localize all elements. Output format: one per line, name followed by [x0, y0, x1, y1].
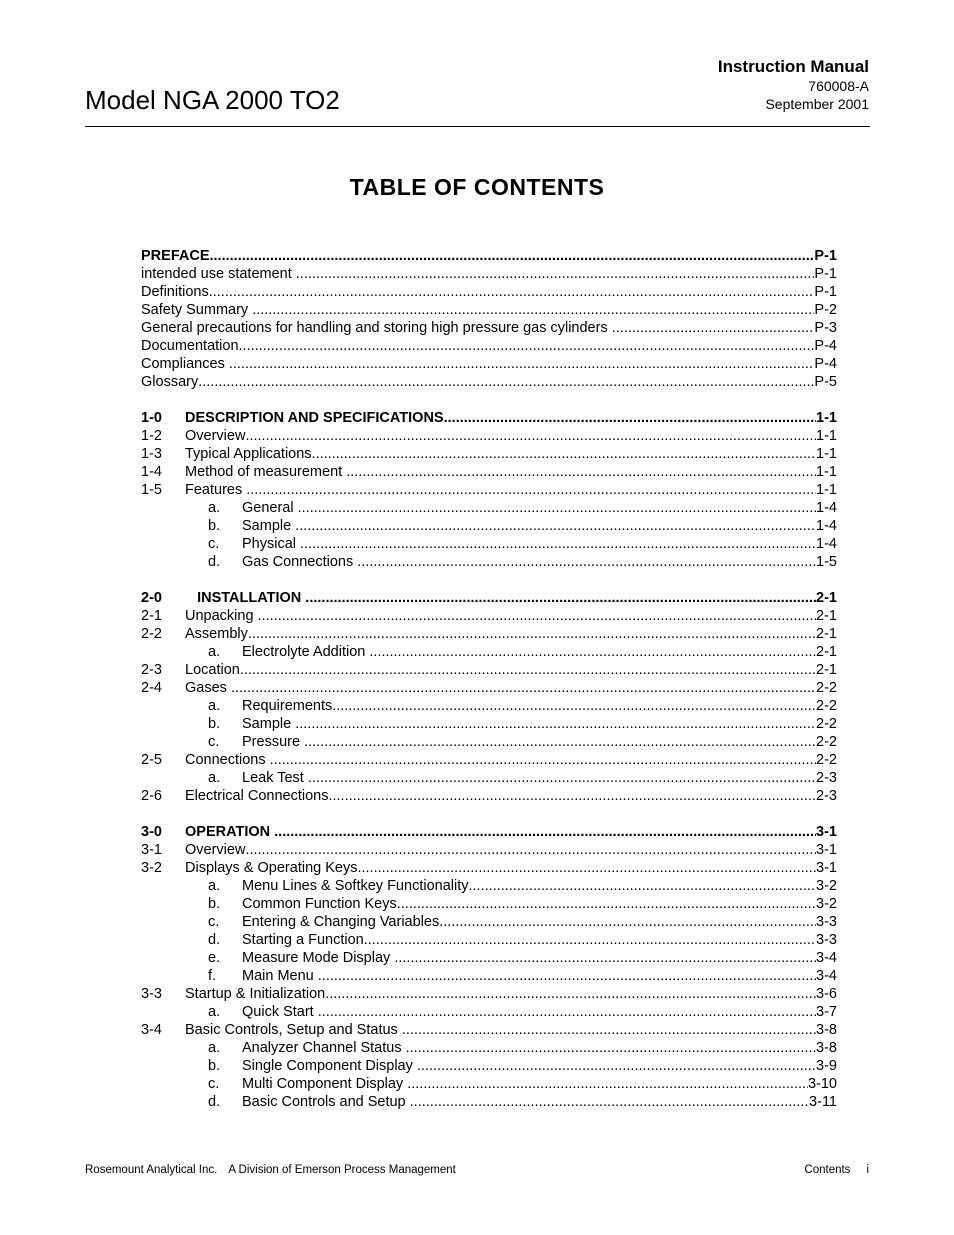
toc-entry-title: Entering & Changing Variables [242, 914, 440, 930]
toc-subsection-letter: c. [208, 1076, 220, 1092]
toc-page-number: P-1 [814, 248, 837, 264]
toc-subsection-letter: c. [208, 734, 220, 750]
toc-entry-title: Displays & Operating Keys [185, 860, 358, 876]
toc-page-number: 1-4 [816, 518, 837, 534]
toc-entry-title: Main Menu [242, 968, 318, 984]
toc-entry[interactable] [141, 715, 837, 733]
toc-page-number: P-4 [814, 338, 837, 354]
toc-dot-leader [258, 607, 816, 625]
toc-entry[interactable] [141, 967, 837, 985]
toc-page-number: 2-2 [816, 698, 837, 714]
header-divider [85, 126, 870, 127]
toc-subsection-letter: a. [208, 500, 221, 516]
toc-page-number: 2-1 [816, 626, 837, 642]
toc-dot-leader [325, 985, 816, 1003]
toc-dot-leader [305, 589, 816, 607]
toc-dot-leader [239, 337, 815, 355]
toc-entry[interactable] [141, 337, 837, 355]
toc-page-number: 3-8 [816, 1040, 837, 1056]
toc-entry-title: Starting a Function [242, 932, 364, 948]
toc-entry[interactable] [141, 607, 837, 625]
toc-page-number: 1-1 [816, 428, 837, 444]
toc-page-number: 3-3 [816, 932, 837, 948]
footer-division: A Division of Emerson Process Management [228, 1164, 456, 1176]
toc-section-number: 2-6 [141, 788, 162, 804]
toc-dot-leader [245, 427, 816, 445]
toc-dot-leader [364, 931, 816, 949]
toc-entry[interactable] [141, 1075, 837, 1093]
toc-dot-leader [328, 787, 816, 805]
toc-entry[interactable] [141, 427, 837, 445]
toc-page-number: 1-5 [816, 554, 837, 570]
toc-page-number: P-1 [814, 284, 837, 300]
toc-entry-title: Electrical Connections [185, 788, 329, 804]
toc-dot-leader [406, 1039, 816, 1057]
toc-entry[interactable] [141, 499, 837, 517]
toc-entry-title: Basic Controls, Setup and Status [185, 1022, 402, 1038]
toc-entry[interactable] [141, 913, 837, 931]
toc-entry-title: DESCRIPTION AND SPECIFICATIONS [185, 410, 444, 426]
toc-dot-leader [209, 283, 815, 301]
toc-page-number: 1-1 [816, 464, 837, 480]
toc-section-number: 1-0 [141, 410, 162, 426]
toc-page-number: 2-3 [816, 788, 837, 804]
toc-entry[interactable] [141, 697, 837, 715]
toc-dot-leader [402, 1021, 816, 1039]
toc-dot-leader [298, 499, 816, 517]
toc-page-number: 3-9 [816, 1058, 837, 1074]
toc-entry-title: Unpacking [185, 608, 258, 624]
toc-entry[interactable] [141, 535, 837, 553]
toc-entry[interactable] [141, 247, 837, 265]
toc-page-number: 1-1 [816, 410, 837, 426]
toc-page-number: 1-4 [816, 500, 837, 516]
toc-entry[interactable] [141, 877, 837, 895]
toc-section-number: 3-1 [141, 842, 162, 858]
toc-page-number: 3-10 [807, 1076, 837, 1092]
toc-entry[interactable] [141, 553, 837, 571]
toc-dot-leader [252, 301, 814, 319]
toc-entry-title: intended use statement [141, 266, 296, 282]
toc-subsection-letter: a. [208, 878, 221, 894]
toc-entry[interactable] [141, 823, 837, 841]
toc-page-number: 3-8 [816, 1022, 837, 1038]
toc-dot-leader [394, 949, 816, 967]
toc-page-number: 3-1 [816, 860, 837, 876]
toc-dot-leader [346, 463, 816, 481]
page-title: TABLE OF CONTENTS [349, 174, 605, 200]
footer-left [85, 1164, 456, 1176]
toc-entry-title: Gas Connections [242, 554, 358, 570]
toc-entry[interactable] [141, 265, 837, 283]
footer-page-number: i [866, 1164, 869, 1176]
toc-section-number: 3-2 [141, 860, 162, 876]
toc-dot-leader [468, 877, 816, 895]
toc-page-number: 2-2 [816, 752, 837, 768]
toc-entry-title: Glossary [141, 374, 199, 390]
toc-subsection-letter: d. [208, 554, 221, 570]
toc-entry[interactable] [141, 751, 837, 769]
toc-subsection-letter: d. [208, 1094, 221, 1110]
toc-page-number: 1-1 [816, 482, 837, 498]
toc-entry-title: Location [185, 662, 240, 678]
toc-page-number: P-3 [814, 320, 837, 336]
toc-dot-leader [296, 265, 815, 283]
toc-page-number: P-4 [814, 356, 837, 372]
toc-entry[interactable] [141, 895, 837, 913]
toc-page-number: P-5 [814, 374, 837, 390]
toc-subsection-letter: a. [208, 698, 221, 714]
toc-entry[interactable] [141, 1057, 837, 1075]
toc-entry-title: Documentation [141, 338, 239, 354]
toc-entry[interactable] [141, 463, 837, 481]
toc-entry[interactable] [141, 1021, 837, 1039]
toc-entry-title: Multi Component Display [242, 1076, 408, 1092]
toc-entry[interactable] [141, 1093, 837, 1111]
toc-entry[interactable] [141, 1003, 837, 1021]
toc-entry[interactable] [141, 859, 837, 877]
toc-dot-leader [240, 661, 816, 679]
toc-entry[interactable] [141, 589, 837, 607]
toc-section-number: 2-4 [141, 680, 162, 696]
toc-section-number: 2-3 [141, 662, 162, 678]
toc-section-number: 1-5 [141, 482, 162, 498]
toc-page-number: 3-7 [816, 1004, 837, 1020]
toc-page-number: 3-1 [816, 824, 837, 840]
toc-subsection-letter: b. [208, 716, 221, 732]
toc-dot-leader [295, 715, 816, 733]
toc-page-number: P-1 [814, 266, 837, 282]
toc-dot-leader [210, 247, 815, 265]
toc-section-number: 3-4 [141, 1022, 162, 1038]
toc-dot-leader [270, 751, 816, 769]
toc-entry-title: Quick Start [242, 1004, 318, 1020]
toc-dot-leader [612, 319, 815, 337]
toc-entry-title: Compliances [141, 356, 229, 372]
toc-subsection-letter: a. [208, 770, 221, 786]
toc-entry-title: Requirements [242, 698, 333, 714]
toc-dot-leader [407, 1075, 808, 1093]
toc-entry-title: Overview [185, 842, 246, 858]
toc-entry[interactable] [141, 355, 837, 373]
toc-dot-leader [304, 733, 816, 751]
toc-dot-leader [231, 679, 816, 697]
toc-dot-leader [369, 643, 816, 661]
toc-entry-title: Electrolyte Addition [242, 644, 370, 660]
toc-entry-title: Assembly [185, 626, 248, 642]
toc-entry[interactable] [141, 679, 837, 697]
toc-page-number: 2-1 [816, 608, 837, 624]
toc-entry[interactable] [141, 661, 837, 679]
toc-dot-leader [229, 355, 815, 373]
toc-entry[interactable] [141, 373, 837, 391]
footer-section: Contents [804, 1164, 851, 1176]
toc-section-number: 2-0 [141, 590, 162, 606]
toc-section-number: 2-2 [141, 626, 162, 642]
toc-subsection-letter: a. [208, 644, 221, 660]
toc-entry-title: Connections [185, 752, 270, 768]
toc-entry-title: INSTALLATION [185, 590, 306, 606]
toc-page-number: 2-3 [816, 770, 837, 786]
toc-entry-title: Startup & Initialization [185, 986, 326, 1002]
toc-dot-leader [300, 535, 816, 553]
toc-page-number: 3-4 [816, 950, 837, 966]
toc-page-number: 1-4 [816, 536, 837, 552]
toc-page-number: 3-1 [816, 842, 837, 858]
toc-entry-title: Menu Lines & Softkey Functionality [242, 878, 469, 894]
toc-page-number: 2-1 [816, 590, 837, 606]
toc-dot-leader [295, 517, 816, 535]
toc-entry-title: Measure Mode Display [242, 950, 395, 966]
toc-page-number: 2-2 [816, 716, 837, 732]
toc-subsection-letter: f. [208, 968, 217, 984]
toc-dot-leader [439, 913, 816, 931]
toc-subsection-letter: a. [208, 1040, 221, 1056]
document-header [718, 57, 869, 113]
toc-dot-leader [444, 409, 816, 427]
toc-subsection-letter: c. [208, 536, 220, 552]
toc-entry-title: Leak Test [242, 770, 308, 786]
toc-page-number: 3-11 [809, 1094, 837, 1110]
toc-dot-leader [318, 1003, 816, 1021]
toc-entry-title: Physical [242, 536, 301, 552]
table-of-contents [141, 247, 837, 1111]
toc-page-number: 2-2 [816, 734, 837, 750]
toc-entry-title: PREFACE [141, 248, 210, 264]
toc-page-number: 2-1 [816, 662, 837, 678]
toc-section-number: 3-0 [141, 824, 162, 840]
toc-dot-leader [357, 859, 816, 877]
toc-dot-leader [198, 373, 814, 391]
toc-entry-title: Sample [242, 716, 296, 732]
toc-entry[interactable] [141, 643, 837, 661]
toc-entry-title: Typical Applications [185, 446, 312, 462]
toc-dot-leader [312, 445, 816, 463]
toc-entry[interactable] [141, 733, 837, 751]
toc-entry-title: Definitions [141, 284, 209, 300]
toc-entry-title: Single Component Display [242, 1058, 417, 1074]
toc-entry[interactable] [141, 301, 837, 319]
toc-entry-title: Method of measurement [185, 464, 347, 480]
toc-section-number: 1-3 [141, 446, 162, 462]
toc-entry[interactable] [141, 319, 837, 337]
toc-entry-title: Sample [242, 518, 296, 534]
document-number: 760008-A [808, 78, 869, 94]
toc-entry-title: OPERATION [185, 824, 275, 840]
toc-dot-leader [245, 841, 816, 859]
toc-subsection-letter: a. [208, 1004, 221, 1020]
toc-entry[interactable] [141, 517, 837, 535]
toc-dot-leader [357, 553, 816, 571]
toc-entry[interactable] [141, 481, 837, 499]
toc-page-number: 3-2 [816, 896, 837, 912]
toc-subsection-letter: b. [208, 896, 221, 912]
toc-entry[interactable] [141, 949, 837, 967]
toc-subsection-letter: d. [208, 932, 221, 948]
toc-entry[interactable] [141, 1039, 837, 1057]
toc-entry-title: Analyzer Channel Status [242, 1040, 406, 1056]
toc-entry[interactable] [141, 841, 837, 859]
toc-entry-title: General [242, 500, 298, 516]
manual-label: Instruction Manual [717, 57, 869, 76]
toc-page-number: 3-3 [816, 914, 837, 930]
document-date: September 2001 [765, 96, 869, 112]
toc-dot-leader [246, 481, 816, 499]
toc-dot-leader [417, 1057, 816, 1075]
toc-page-number: 3-2 [816, 878, 837, 894]
toc-dot-leader [397, 895, 816, 913]
toc-dot-leader [308, 769, 816, 787]
toc-entry[interactable] [141, 445, 837, 463]
toc-entry[interactable] [141, 283, 837, 301]
toc-dot-leader [410, 1093, 809, 1111]
toc-subsection-letter: b. [208, 1058, 221, 1074]
toc-entry[interactable] [141, 409, 837, 427]
toc-page-number: 1-1 [816, 446, 837, 462]
toc-dot-leader [274, 823, 816, 841]
toc-entry[interactable] [141, 787, 837, 805]
footer-right [804, 1164, 869, 1176]
toc-section-number: 2-5 [141, 752, 162, 768]
toc-page-number: 2-2 [816, 680, 837, 696]
toc-page-number: 3-4 [816, 968, 837, 984]
toc-entry-title: Safety Summary [141, 302, 253, 318]
toc-entry[interactable] [141, 985, 837, 1003]
toc-page-number: P-2 [814, 302, 837, 318]
toc-subsection-letter: e. [208, 950, 221, 966]
toc-entry-title: Common Function Keys [242, 896, 397, 912]
toc-page-number: 2-1 [816, 644, 837, 660]
toc-section-number: 1-4 [141, 464, 162, 480]
toc-entry-title: General precautions for handling and storing high pressure gas cylinders [141, 320, 612, 336]
toc-dot-leader [248, 625, 816, 643]
toc-entry[interactable] [141, 769, 837, 787]
toc-entry[interactable] [141, 625, 837, 643]
toc-section-number: 3-3 [141, 986, 162, 1002]
toc-section-number: 1-2 [141, 428, 162, 444]
model-title: Model NGA 2000 TO2 [85, 85, 340, 115]
toc-subsection-letter: b. [208, 518, 221, 534]
toc-entry-title: Features [185, 482, 247, 498]
toc-dot-leader [318, 967, 816, 985]
footer-company: Rosemount Analytical Inc. [85, 1164, 218, 1176]
toc-entry-title: Overview [185, 428, 246, 444]
toc-dot-leader [332, 697, 816, 715]
toc-section-number: 2-1 [141, 608, 162, 624]
toc-entry-title: Pressure [242, 734, 305, 750]
toc-entry[interactable] [141, 931, 837, 949]
toc-entry-title: Gases [185, 680, 231, 696]
toc-page-number: 3-6 [816, 986, 837, 1002]
toc-subsection-letter: c. [208, 914, 220, 930]
toc-entry-title: Basic Controls and Setup [242, 1094, 410, 1110]
